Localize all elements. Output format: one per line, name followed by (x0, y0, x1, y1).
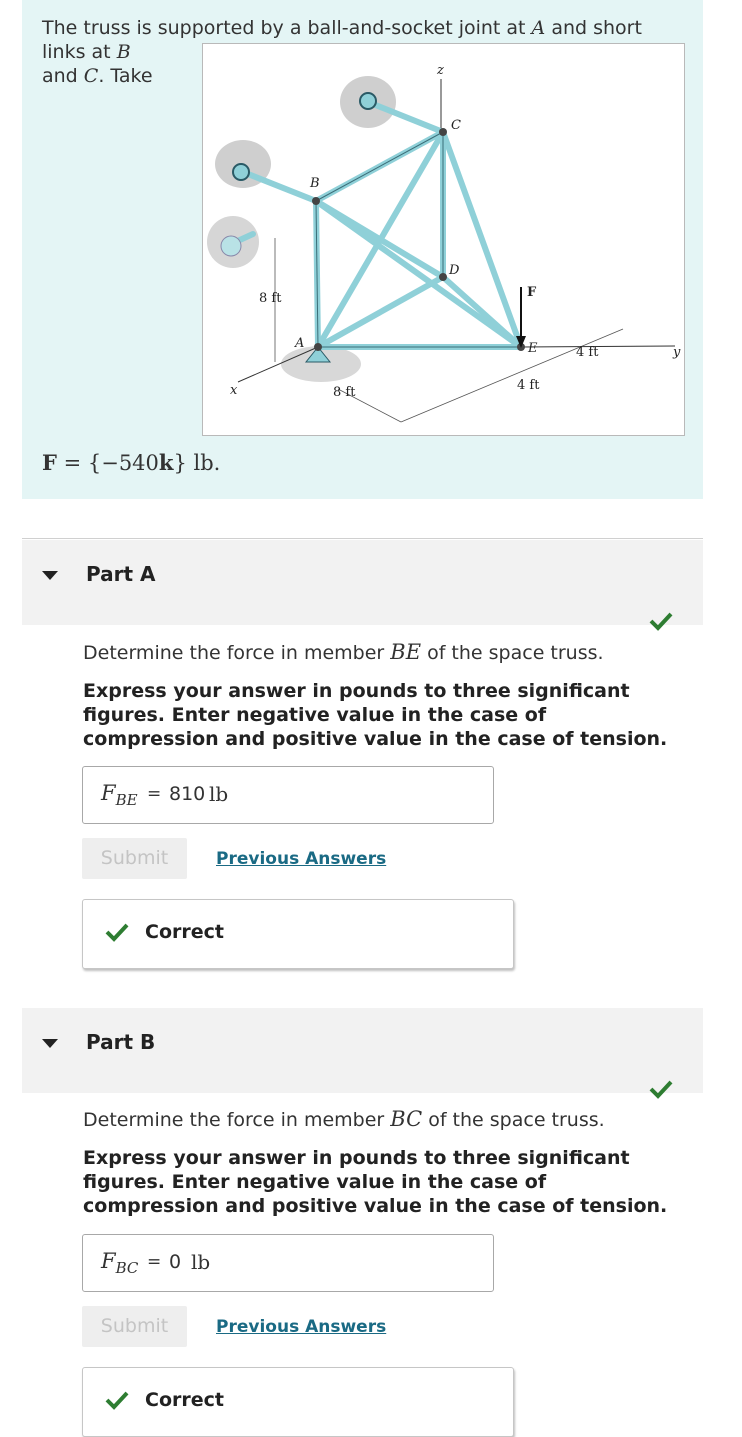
equals-sign: = (147, 784, 162, 804)
check-icon (649, 1079, 673, 1099)
intro-text-1: The truss is supported by a ball-and-socket joint at (42, 17, 532, 39)
submit-button[interactable]: Submit (82, 1306, 187, 1347)
divider (22, 538, 703, 539)
dim-4ft-a: 4 ft (576, 345, 599, 360)
intro-text-3: and (42, 65, 84, 87)
part-b-answer-field[interactable] (82, 1234, 494, 1292)
force-unit-vector: k (158, 450, 174, 475)
part-a-title: Part A (86, 562, 156, 586)
collapse-triangle-icon[interactable] (42, 1039, 58, 1048)
force-eq: = {−540 (56, 451, 159, 475)
member-be (316, 201, 521, 347)
check-icon (649, 611, 673, 631)
check-icon (105, 922, 129, 942)
correct-label: Correct (145, 1389, 224, 1411)
previous-answers-link[interactable]: Previous Answers (216, 849, 387, 869)
member-outlines (316, 132, 521, 347)
intro-text-2: and short links at (42, 17, 642, 63)
label-y: y (673, 345, 681, 360)
intro-text-4: . Take (98, 65, 153, 87)
var-c: C (83, 65, 99, 87)
member-var: BE (390, 640, 422, 664)
label-z: z (437, 63, 444, 78)
part-a-answer-field[interactable] (82, 766, 494, 824)
answer-unit: lb (209, 782, 229, 806)
truss-figure (202, 43, 685, 436)
force-rhs: } lb. (173, 451, 221, 475)
truss-members (316, 132, 521, 347)
joint-c (439, 128, 447, 136)
label-x: x (230, 383, 238, 398)
link-b-eye (233, 164, 249, 180)
force-symbol: F (42, 450, 57, 475)
dim-4ft-b: 4 ft (517, 378, 540, 393)
correct-label: Correct (145, 921, 224, 943)
label-f: F (527, 285, 537, 300)
link-a-eye (221, 236, 241, 256)
part-b-feedback (82, 1367, 514, 1437)
label-a: A (295, 336, 305, 351)
part-b-instructions: Express your answer in pounds to three significant figures. Enter negative value in the case of compression and positive value in the case of tension. (83, 1147, 668, 1217)
collapse-triangle-icon[interactable] (42, 571, 58, 580)
part-a-prompt: Determine the force in member BE of the space truss. (83, 640, 604, 664)
equals-sign: = (147, 1252, 162, 1272)
answer-symbol: $F_{BC}$ (101, 1249, 139, 1278)
truss-diagram (203, 44, 684, 435)
label-e: E (528, 341, 538, 356)
check-icon (105, 1390, 129, 1410)
answer-value[interactable]: 0 (169, 1251, 182, 1273)
link-c-eye (360, 93, 376, 109)
part-a-question (83, 640, 683, 751)
dim-8ft-vertical: 8 ft (259, 291, 282, 306)
var-b: B (116, 41, 131, 63)
previous-answers-link[interactable]: Previous Answers (216, 1317, 387, 1337)
joint-a (314, 343, 322, 351)
joint-b (312, 197, 320, 205)
problem-statement (22, 0, 703, 499)
part-a-instructions: Express your answer in pounds to three significant figures. Enter negative value in the case of compression and positive value in the case of tension. (83, 680, 668, 750)
var-a: A (531, 17, 546, 39)
dim-8ft-x: 8 ft (333, 385, 356, 400)
joint-d (439, 273, 447, 281)
part-b-title: Part B (86, 1030, 156, 1054)
part-a-feedback (82, 899, 514, 969)
answer-value[interactable]: 810 (169, 783, 206, 805)
part-b-prompt: Determine the force in member BC of the space truss. (83, 1107, 605, 1131)
label-b: B (310, 176, 320, 191)
label-d: D (449, 263, 460, 278)
part-a-header[interactable] (22, 540, 703, 625)
part-b-header[interactable] (22, 1008, 703, 1093)
submit-button[interactable]: Submit (82, 838, 187, 879)
force-vector (42, 450, 220, 475)
member-var: BC (390, 1107, 423, 1131)
answer-unit: lb (191, 1250, 211, 1274)
link-b (243, 172, 316, 201)
answer-symbol: $F_{BE}$ (101, 781, 138, 810)
label-c: C (451, 118, 461, 133)
part-b-question (83, 1107, 683, 1218)
